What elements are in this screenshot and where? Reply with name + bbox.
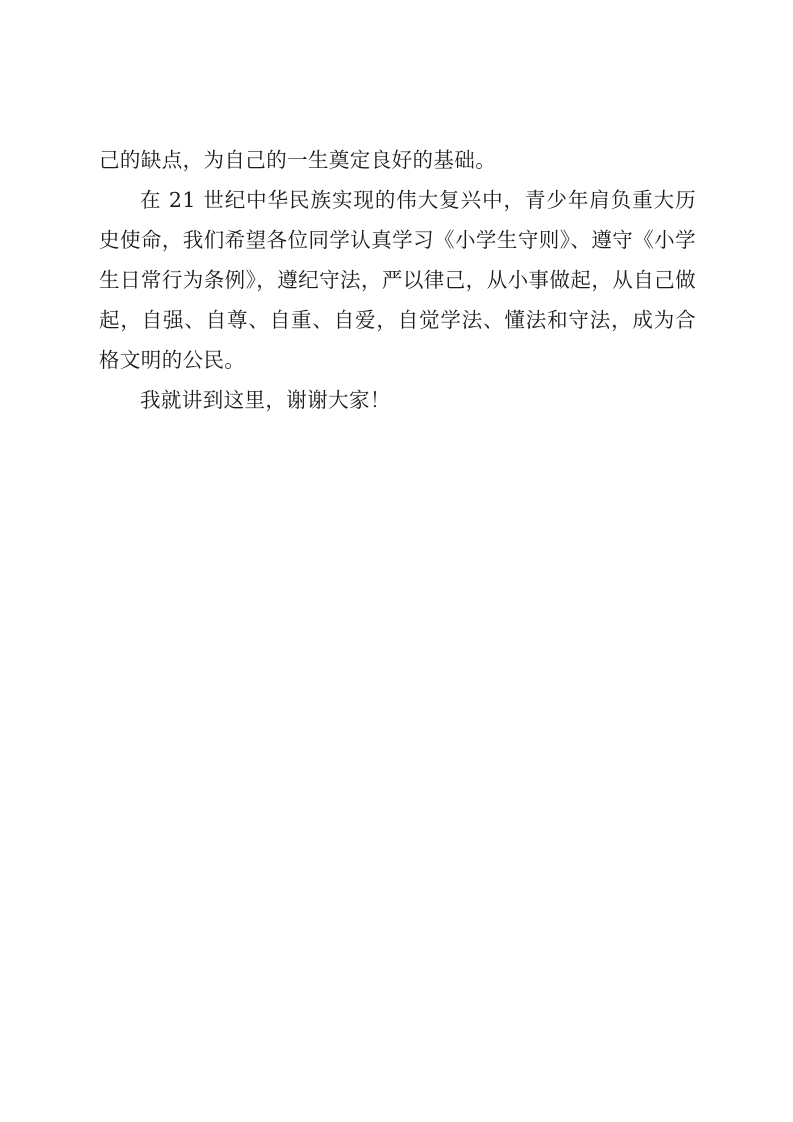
document-body <box>99 140 696 420</box>
paragraph-main: 在 21 世纪中华民族实现的伟大复兴中，青少年肩负重大历史使命，我们希望各位同学认真学习《小学生守则》、遵守《小学生日常行为条例》，遵纪守法，严以律己，从小事做起，从自己做起，自强、自尊、自重、自爱，自觉学法、懂法和守法，成为合格文明的公民。 <box>99 188 696 372</box>
paragraph-closing: 我就讲到这里，谢谢大家！ <box>140 388 391 412</box>
paragraph-continuation: 己的缺点，为自己的一生奠定良好的基础。 <box>99 148 497 172</box>
